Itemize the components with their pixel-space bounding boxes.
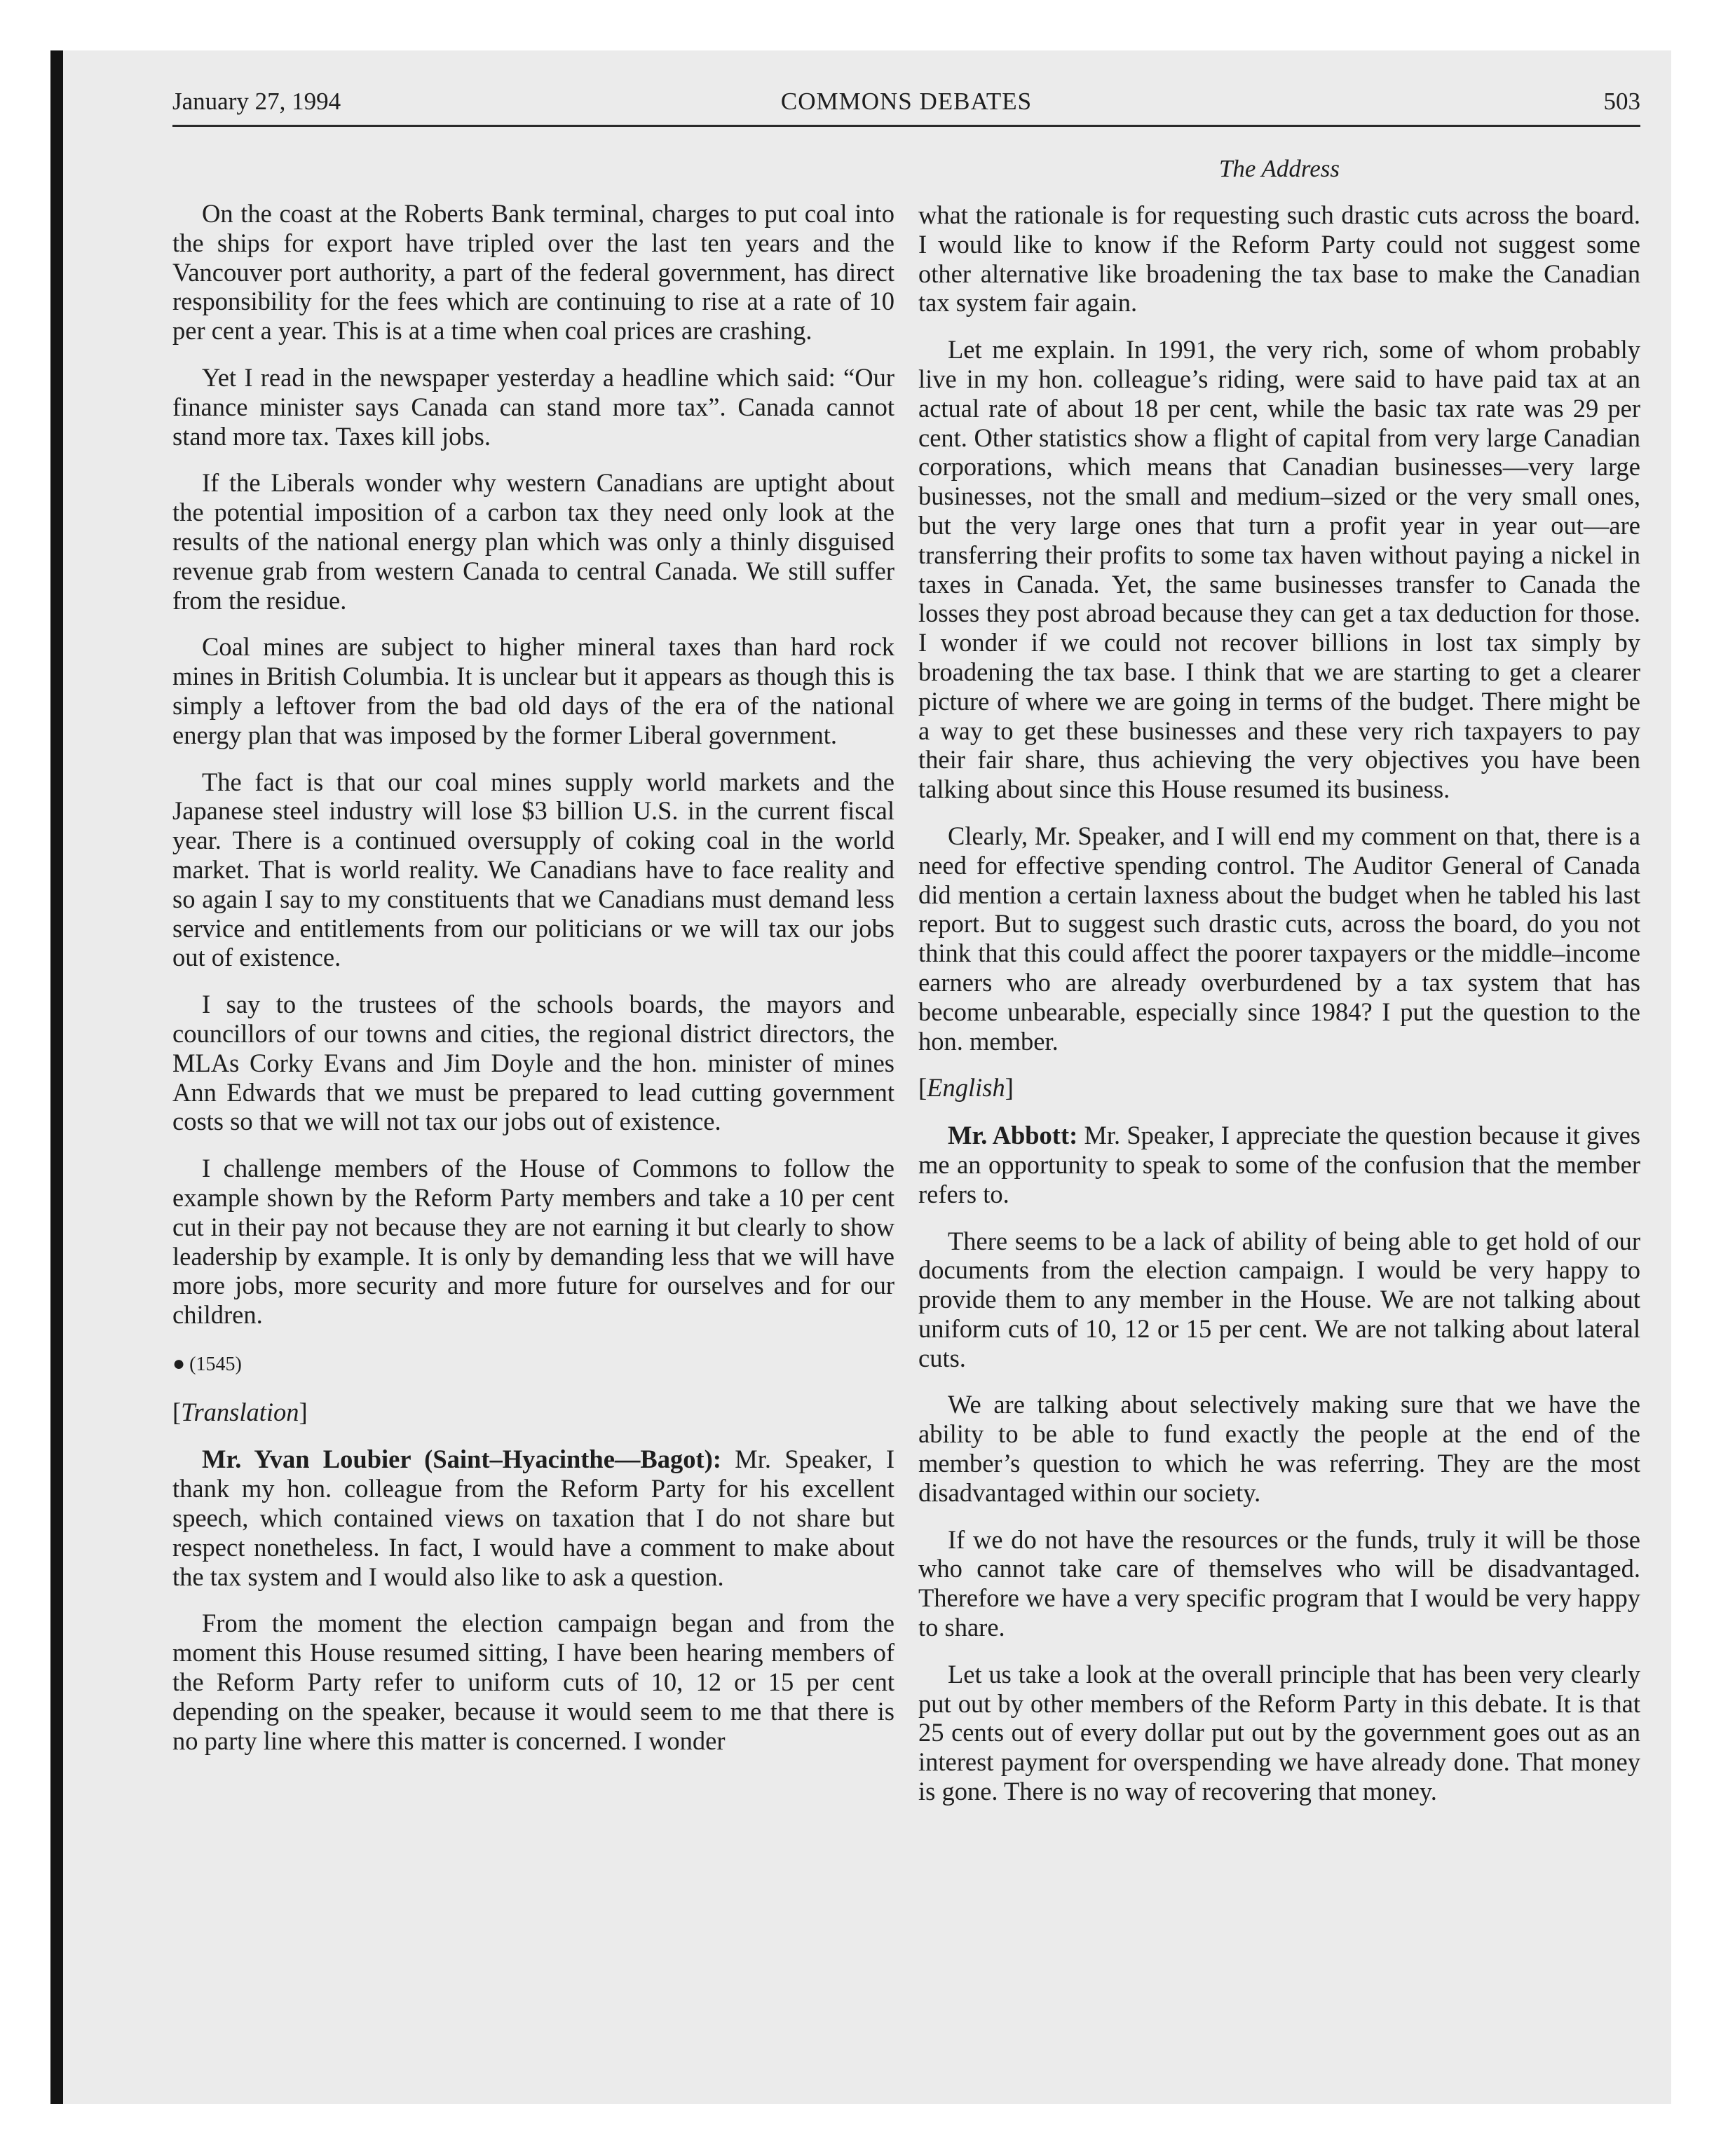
paragraph: On the coast at the Roberts Bank terminal, charges to put coal into the ships for export have tripled over the last ten years and the Vancouver port authority, a part of the federal government, has direct responsibility for the fees which are continuing to rise at a rate of 10 per cent a year. This is at a time when coal prices are crashing. [172,199,894,346]
speech-paragraph [172,1445,894,1591]
bullet-icon: ● [172,1351,186,1375]
paragraph: what the rationale is for requesting such drastic cuts across the board. I would like to know if the Reform Party could not suggest some other alternative like broadening the tax base to make the Canadian tax system fair again. [918,200,1640,318]
paragraph: There seems to be a lack of ability of being able to get hold of our documents from the election campaign. I would be very happy to provide them to any member in the House. We are not talking about uniform cuts of 10, 12 or 15 per cent. We are not talking about lateral cuts. [918,1226,1640,1372]
header-rule [172,125,1640,127]
paragraph: If we do not have the resources or the funds, truly it will be those who cannot take care of themselves who will be disadvantaged. Therefore we have a very specific program that I would be very happy to share. [918,1524,1640,1642]
speech-paragraph [918,1121,1640,1208]
left-column [172,199,894,1773]
paragraph: I challenge members of the House of Commons to follow the example shown by the Reform Party members and take a 10 per cent cut in their pay not because they are not earning it but clearly to show leadership by example. It is only by demanding less that we will have more jobs, more security and more future for ourselves and for our children. [172,1154,894,1330]
language-marker: [Translation] [172,1397,308,1426]
paragraph: Let us take a look at the overall principle that has been very clearly put out by other members of the Reform Party in this debate. It is that 25 cents out of every dollar put out by the government goes out as an interest payment for overspending we have already done. That money is gone. There is no way of recovering that money. [918,1659,1640,1806]
paragraph: The fact is that our coal mines supply world markets and the Japanese steel industry will lose $3 billion U.S. in the current fiscal year. There is a continued oversupply of coking coal in the world market. That is world reality. We Canadians have to face reality and so again I say to my constituents that we Canadians must demand less service and entitlements from our politicians or we will tax our jobs out of existence. [172,767,894,972]
speech-text: Mr. Speaker, I thank my hon. colleague from the Reform Party for his excellent speech, which contained views on taxation that I do not share but respect nonetheless. In fact, I would have a comment to make about the tax system and I would also like to ask a question. [172,1445,895,1591]
page-number: 503 [1603,88,1640,115]
page-header [172,80,1640,123]
paragraph: I say to the trustees of the schools boards, the mayors and councillors of our towns and cities, the regional district directors, the MLAs Corky Evans and Jim Doyle and the hon. minister of mines Ann Edwards that we must be prepared to lead cutting government costs so that we will not tax our jobs out of existence. [172,990,894,1136]
speaker-name: Mr. Yvan Loubier (Saint–Hyacinthe—Bagot): [202,1445,721,1474]
paragraph: If the Liberals wonder why western Canadians are uptight about the potential imposition of a carbon tax they need only look at the results of the national energy plan which was only a thinly disguised revenue grab from western Canada to central Canada. We still suffer from the residue. [172,468,894,615]
header-date: January 27, 1994 [172,88,341,115]
language-marker-text: Translation [181,1397,299,1426]
header-title: COMMONS DEBATES [780,88,1033,115]
paragraph: Clearly, Mr. Speaker, and I will end my comment on that, there is a need for effective spending control. The Auditor General of Canada did mention a certain laxness about the budget when he tabled his last report. But to suggest such drastic cuts, across the board, do you not think that this could affect the poorer taxpayers or the middle–income earners who are already overburdened by a tax system that has become unbearable, especially since 1984? I put the question to the hon. member. [918,821,1640,1056]
right-column [918,154,1640,1824]
paragraph: Let me explain. In 1991, the very rich, some of whom probably live in my hon. colleague’s riding, were said to have paid tax at an actual rate of about 18 per cent, while the basic tax rate was 29 per cent. Other statistics show a flight of capital from very large Canadian corporations, which means that Canadian businesses—very large businesses, not the small and medium–sized or the very small ones, but the very large ones that turn a profit year in year out—are transferring their profits to some tax haven without paying a nickel in taxes in Canada. Yet, the same businesses transfer to Canada the losses they post abroad because they can get a tax deduction for those. I wonder if we could not recover billions in lost tax simply by broadening the tax base. I think that we are starting to get a clearer picture of where we are going in terms of the budget. There might be a way to get these businesses and these very rich taxpayers to pay their fair share, thus achieving the very objectives you have been talking about since this House resumed its business. [918,335,1640,804]
paragraph: From the moment the election campaign began and from the moment this House resumed sitting, I have been hearing members of the Reform Party refer to uniform cuts of 10, 12 or 15 per cent depending on the speaker, because it would seem to me that there is no party line where this matter is concerned. I wonder [172,1609,894,1755]
time-marker [172,1349,894,1379]
paragraph: Coal mines are subject to higher mineral taxes than hard rock mines in British Columbia. It is unclear but it appears as though this is simply a leftover from the bad old days of the era of the national energy plan that was imposed by the former Liberal government. [172,632,894,749]
language-marker: [English] [918,1073,1014,1103]
paragraph: We are talking about selectively making sure that we have the ability to be able to fund exactly the people at the end of the member’s question to which he was referring. They are the most disadvantaged within our society. [918,1390,1640,1507]
paragraph: Yet I read in the newspaper yesterday a headline which said: “Our finance minister says Canada can stand more tax”. Canada cannot stand more tax. Taxes kill jobs. [172,362,894,451]
time-marker-text: (1545) [189,1353,242,1375]
speaker-name: Mr. Abbott: [948,1121,1078,1150]
language-marker-text: English [927,1073,1005,1103]
speech-text: Mr. Speaker, I appreciate the question because it gives me an opportunity to speak to some of the confusion that the member refers to. [918,1121,1640,1208]
running-head: The Address [1218,155,1340,182]
